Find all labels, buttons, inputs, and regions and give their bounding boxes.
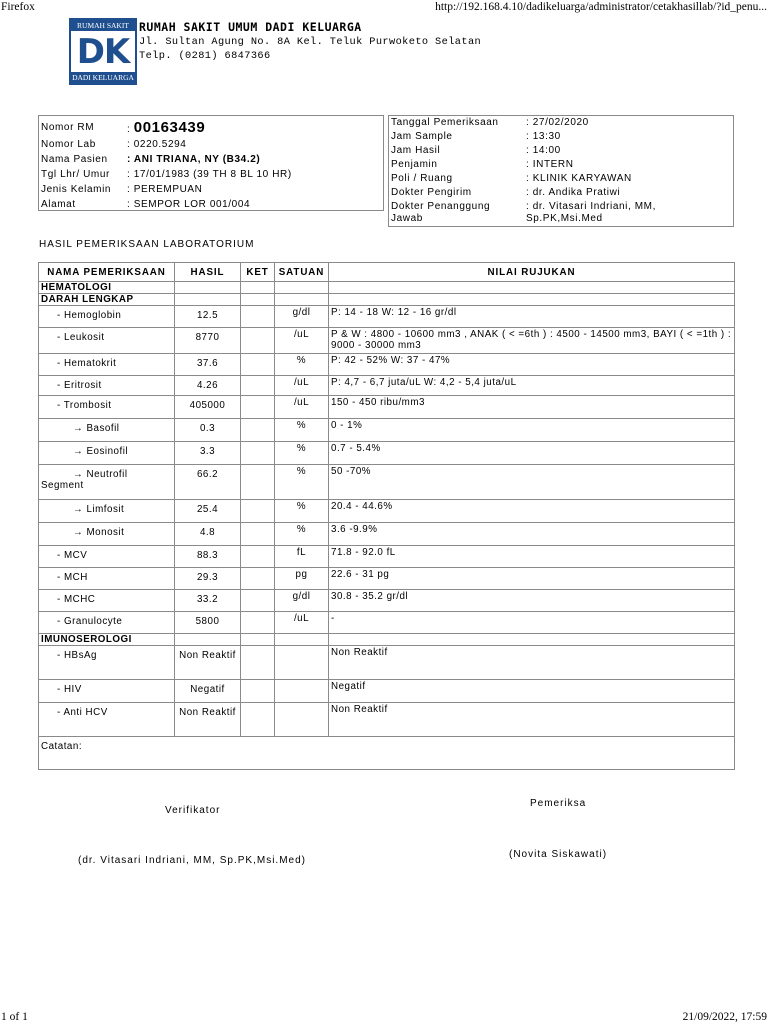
table-header-row	[39, 263, 735, 282]
ket-cell	[241, 306, 275, 328]
verifier-title: Verifikator	[165, 805, 221, 816]
test-name-cell: - Eritrosit	[39, 376, 175, 396]
print-footer	[0, 1008, 768, 1024]
unit-cell: /uL	[275, 328, 329, 354]
exam-label: Dokter Pengirim	[391, 187, 472, 198]
table-row	[39, 680, 735, 703]
patient-row-rm	[41, 118, 383, 137]
exam-label: Jam Hasil	[391, 145, 441, 156]
test-name-cell: - Trombosit	[39, 396, 175, 419]
empty-cell	[329, 634, 735, 646]
table-body	[39, 282, 735, 737]
result-cell: Negatif	[175, 680, 241, 703]
unit-cell: %	[275, 523, 329, 546]
reference-cell: 30.8 - 35.2 gr/dl	[329, 590, 735, 612]
patient-row	[41, 137, 383, 152]
table-row	[39, 568, 735, 590]
empty-cell	[329, 294, 735, 306]
note-row	[39, 737, 735, 770]
verifier-name: (dr. Vitasari Indriani, MM, Sp.PK,Msi.Med)	[78, 855, 306, 866]
medical-record-number: 00163439	[133, 119, 206, 136]
patient-row	[41, 167, 383, 182]
result-cell: 88.3	[175, 546, 241, 568]
result-cell: 66.2	[175, 465, 241, 500]
reference-cell: -	[329, 612, 735, 634]
unit-cell: g/dl	[275, 590, 329, 612]
patient-row	[41, 197, 383, 212]
exam-row	[391, 158, 733, 172]
patient-label: Tgl Lhr/ Umur	[41, 169, 110, 180]
test-name-cell: - Granulocyte	[39, 612, 175, 634]
col-header-ket: KET	[241, 263, 275, 282]
result-cell: 4.26	[175, 376, 241, 396]
examiner-title: Pemeriksa	[530, 798, 587, 809]
reference-cell: Non Reaktif	[329, 646, 735, 680]
table-row	[39, 612, 735, 634]
col-header-result: HASIL	[175, 263, 241, 282]
test-name-cell: - MCH	[39, 568, 175, 590]
test-name-cell: - HIV	[39, 680, 175, 703]
empty-cell	[329, 282, 735, 294]
reference-cell: 3.6 -9.9%	[329, 523, 735, 546]
empty-cell	[175, 294, 241, 306]
reference-cell: 0 - 1%	[329, 419, 735, 442]
test-name-cell: - HBsAg	[39, 646, 175, 680]
ket-cell	[241, 546, 275, 568]
unit-cell: /uL	[275, 612, 329, 634]
print-header	[0, 0, 768, 16]
reference-cell: 0.7 - 5.4%	[329, 442, 735, 465]
browser-app-name: Firefox	[1, 1, 35, 13]
logo-mark: DK	[76, 32, 130, 72]
col-header-reference: NILAI RUJUKAN	[329, 263, 735, 282]
exam-row	[391, 200, 733, 228]
test-name-cell: - Anti HCV	[39, 703, 175, 737]
result-cell: 0.3	[175, 419, 241, 442]
hospital-logo	[69, 18, 137, 85]
exam-label: Dokter Penanggung Jawab	[391, 201, 491, 224]
ket-cell	[241, 523, 275, 546]
result-cell: 405000	[175, 396, 241, 419]
exam-value: : dr. Vitasari Indriani, MM, Sp.PK,Msi.Med	[526, 201, 656, 224]
table-row	[39, 442, 735, 465]
reference-cell: P & W : 4800 - 10600 mm3 , ANAK ( < =6th ) : 4500 - 14500 mm3, BAYI ( < =1th ) : 9000 - 30000 mm3	[329, 328, 735, 354]
patient-value: : PEREMPUAN	[127, 184, 203, 195]
reference-cell: P: 14 - 18 W: 12 - 16 gr/dl	[329, 306, 735, 328]
ket-cell	[241, 500, 275, 523]
hospital-name: RUMAH SAKIT UMUM DADI KELUARGA	[139, 20, 362, 34]
table-row	[39, 306, 735, 328]
exam-info-box	[388, 115, 734, 227]
empty-cell	[241, 634, 275, 646]
test-name-cell: - Hemoglobin	[39, 306, 175, 328]
exam-value: : 14:00	[526, 145, 561, 156]
ket-cell	[241, 376, 275, 396]
table-row	[39, 646, 735, 680]
reference-cell: P: 4,7 - 6,7 juta/uL W: 4,2 - 5,4 juta/uL	[329, 376, 735, 396]
examiner-name: (Novita Siskawati)	[509, 849, 608, 860]
ket-cell	[241, 419, 275, 442]
patient-name: : ANI TRIANA, NY (B34.2)	[127, 154, 261, 165]
ket-cell	[241, 680, 275, 703]
patient-label: Nomor RM	[41, 122, 95, 133]
group-row	[39, 282, 735, 294]
exam-value: : 27/02/2020	[526, 117, 589, 128]
hospital-phone: Telp. (0281) 6847366	[139, 50, 271, 62]
page-url: http://192.168.4.10/dadikeluarga/administrator/cetakhasillab/?id_penu...	[435, 1, 767, 13]
unit-cell: %	[275, 419, 329, 442]
unit-cell	[275, 703, 329, 737]
reference-cell: 71.8 - 92.0 fL	[329, 546, 735, 568]
exam-label: Penjamin	[391, 159, 438, 170]
test-name-cell: → Neutrofil Segment	[39, 465, 175, 500]
table-row	[39, 376, 735, 396]
test-name-cell: - Hematokrit	[39, 354, 175, 376]
exam-row	[391, 116, 733, 130]
result-cell: 29.3	[175, 568, 241, 590]
logo-bottom-text: DADI KELUARGA	[72, 73, 134, 82]
result-cell: 5800	[175, 612, 241, 634]
col-header-unit: SATUAN	[275, 263, 329, 282]
section-title: HASIL PEMERIKSAAN LABORATORIUM	[39, 239, 255, 250]
patient-info-box	[38, 115, 384, 211]
empty-cell	[241, 282, 275, 294]
empty-cell	[275, 294, 329, 306]
exam-value: : KLINIK KARYAWAN	[526, 173, 632, 184]
table-row	[39, 703, 735, 737]
test-name-cell: → Basofil	[39, 419, 175, 442]
result-cell: 25.4	[175, 500, 241, 523]
patient-row	[41, 182, 383, 197]
hospital-heading	[139, 20, 481, 62]
exam-row	[391, 172, 733, 186]
ket-cell	[241, 612, 275, 634]
unit-cell: %	[275, 465, 329, 500]
unit-cell: pg	[275, 568, 329, 590]
patient-label: Nomor Lab	[41, 139, 96, 150]
empty-cell	[175, 282, 241, 294]
ket-cell	[241, 396, 275, 419]
exam-row	[391, 144, 733, 158]
exam-label: Poli / Ruang	[391, 173, 453, 184]
logo-top-text: RUMAH SAKIT	[71, 20, 135, 31]
group-row	[39, 294, 735, 306]
patient-row	[41, 152, 383, 167]
result-cell: Non Reaktif	[175, 646, 241, 680]
test-name-cell: → Monosit	[39, 523, 175, 546]
table-row	[39, 465, 735, 500]
unit-cell: %	[275, 354, 329, 376]
ket-cell	[241, 590, 275, 612]
result-cell: 33.2	[175, 590, 241, 612]
exam-value: : dr. Andika Pratiwi	[526, 187, 621, 198]
reference-cell: Non Reaktif	[329, 703, 735, 737]
ket-cell	[241, 568, 275, 590]
result-cell: 8770	[175, 328, 241, 354]
reference-cell: 50 -70%	[329, 465, 735, 500]
table-row	[39, 328, 735, 354]
patient-label: Jenis Kelamin	[41, 184, 112, 195]
exam-row	[391, 130, 733, 144]
unit-cell	[275, 646, 329, 680]
reference-cell: P: 42 - 52% W: 37 - 47%	[329, 354, 735, 376]
ket-cell	[241, 703, 275, 737]
table-row	[39, 523, 735, 546]
test-name-cell: - Leukosit	[39, 328, 175, 354]
exam-value: : INTERN	[526, 159, 574, 170]
empty-cell	[275, 282, 329, 294]
unit-cell: /uL	[275, 376, 329, 396]
test-name-cell: - MCV	[39, 546, 175, 568]
table-row	[39, 419, 735, 442]
patient-value: : 17/01/1983 (39 TH 8 BL 10 HR)	[127, 169, 292, 180]
group-name-cell: DARAH LENGKAP	[39, 294, 175, 306]
unit-cell: g/dl	[275, 306, 329, 328]
exam-value: : 13:30	[526, 131, 561, 142]
exam-label: Jam Sample	[391, 131, 453, 142]
test-name-cell: → Limfosit	[39, 500, 175, 523]
unit-cell: /uL	[275, 396, 329, 419]
reference-cell: 22.6 - 31 pg	[329, 568, 735, 590]
page-count: 1 of 1	[1, 1011, 28, 1023]
ket-cell	[241, 646, 275, 680]
hospital-address: Jl. Sultan Agung No. 8A Kel. Teluk Purwoketo Selatan	[139, 36, 482, 48]
exam-label: Tanggal Pemeriksaan	[391, 117, 499, 128]
patient-label: Nama Pasien	[41, 154, 108, 165]
unit-cell: %	[275, 500, 329, 523]
ket-cell	[241, 442, 275, 465]
table-row	[39, 396, 735, 419]
table-row	[39, 590, 735, 612]
test-name-cell: → Eosinofil	[39, 442, 175, 465]
ket-cell	[241, 328, 275, 354]
ket-cell	[241, 354, 275, 376]
exam-row	[391, 186, 733, 200]
table-row	[39, 500, 735, 523]
result-cell: 37.6	[175, 354, 241, 376]
note-cell: Catatan:	[39, 737, 735, 770]
group-row	[39, 634, 735, 646]
table-row	[39, 546, 735, 568]
ket-cell	[241, 465, 275, 500]
empty-cell	[275, 634, 329, 646]
group-name-cell: HEMATOLOGI	[39, 282, 175, 294]
empty-cell	[241, 294, 275, 306]
table-row	[39, 354, 735, 376]
result-cell: 4.8	[175, 523, 241, 546]
col-header-name: NAMA PEMERIKSAAN	[39, 263, 175, 282]
print-datetime: 21/09/2022, 17:59	[682, 1011, 767, 1023]
result-cell: 3.3	[175, 442, 241, 465]
reference-cell: Negatif	[329, 680, 735, 703]
unit-cell	[275, 680, 329, 703]
test-name-cell: - MCHC	[39, 590, 175, 612]
unit-cell: fL	[275, 546, 329, 568]
unit-cell: %	[275, 442, 329, 465]
patient-value: : 00163439	[127, 119, 206, 136]
patient-value: : SEMPOR LOR 001/004	[127, 199, 251, 210]
patient-label: Alamat	[41, 199, 76, 210]
result-cell: 12.5	[175, 306, 241, 328]
reference-cell: 150 - 450 ribu/mm3	[329, 396, 735, 419]
lab-results-table	[38, 262, 735, 770]
result-cell: Non Reaktif	[175, 703, 241, 737]
empty-cell	[175, 634, 241, 646]
group-name-cell: IMUNOSEROLOGI	[39, 634, 175, 646]
reference-cell: 20.4 - 44.6%	[329, 500, 735, 523]
patient-value: : 0220.5294	[127, 139, 187, 150]
